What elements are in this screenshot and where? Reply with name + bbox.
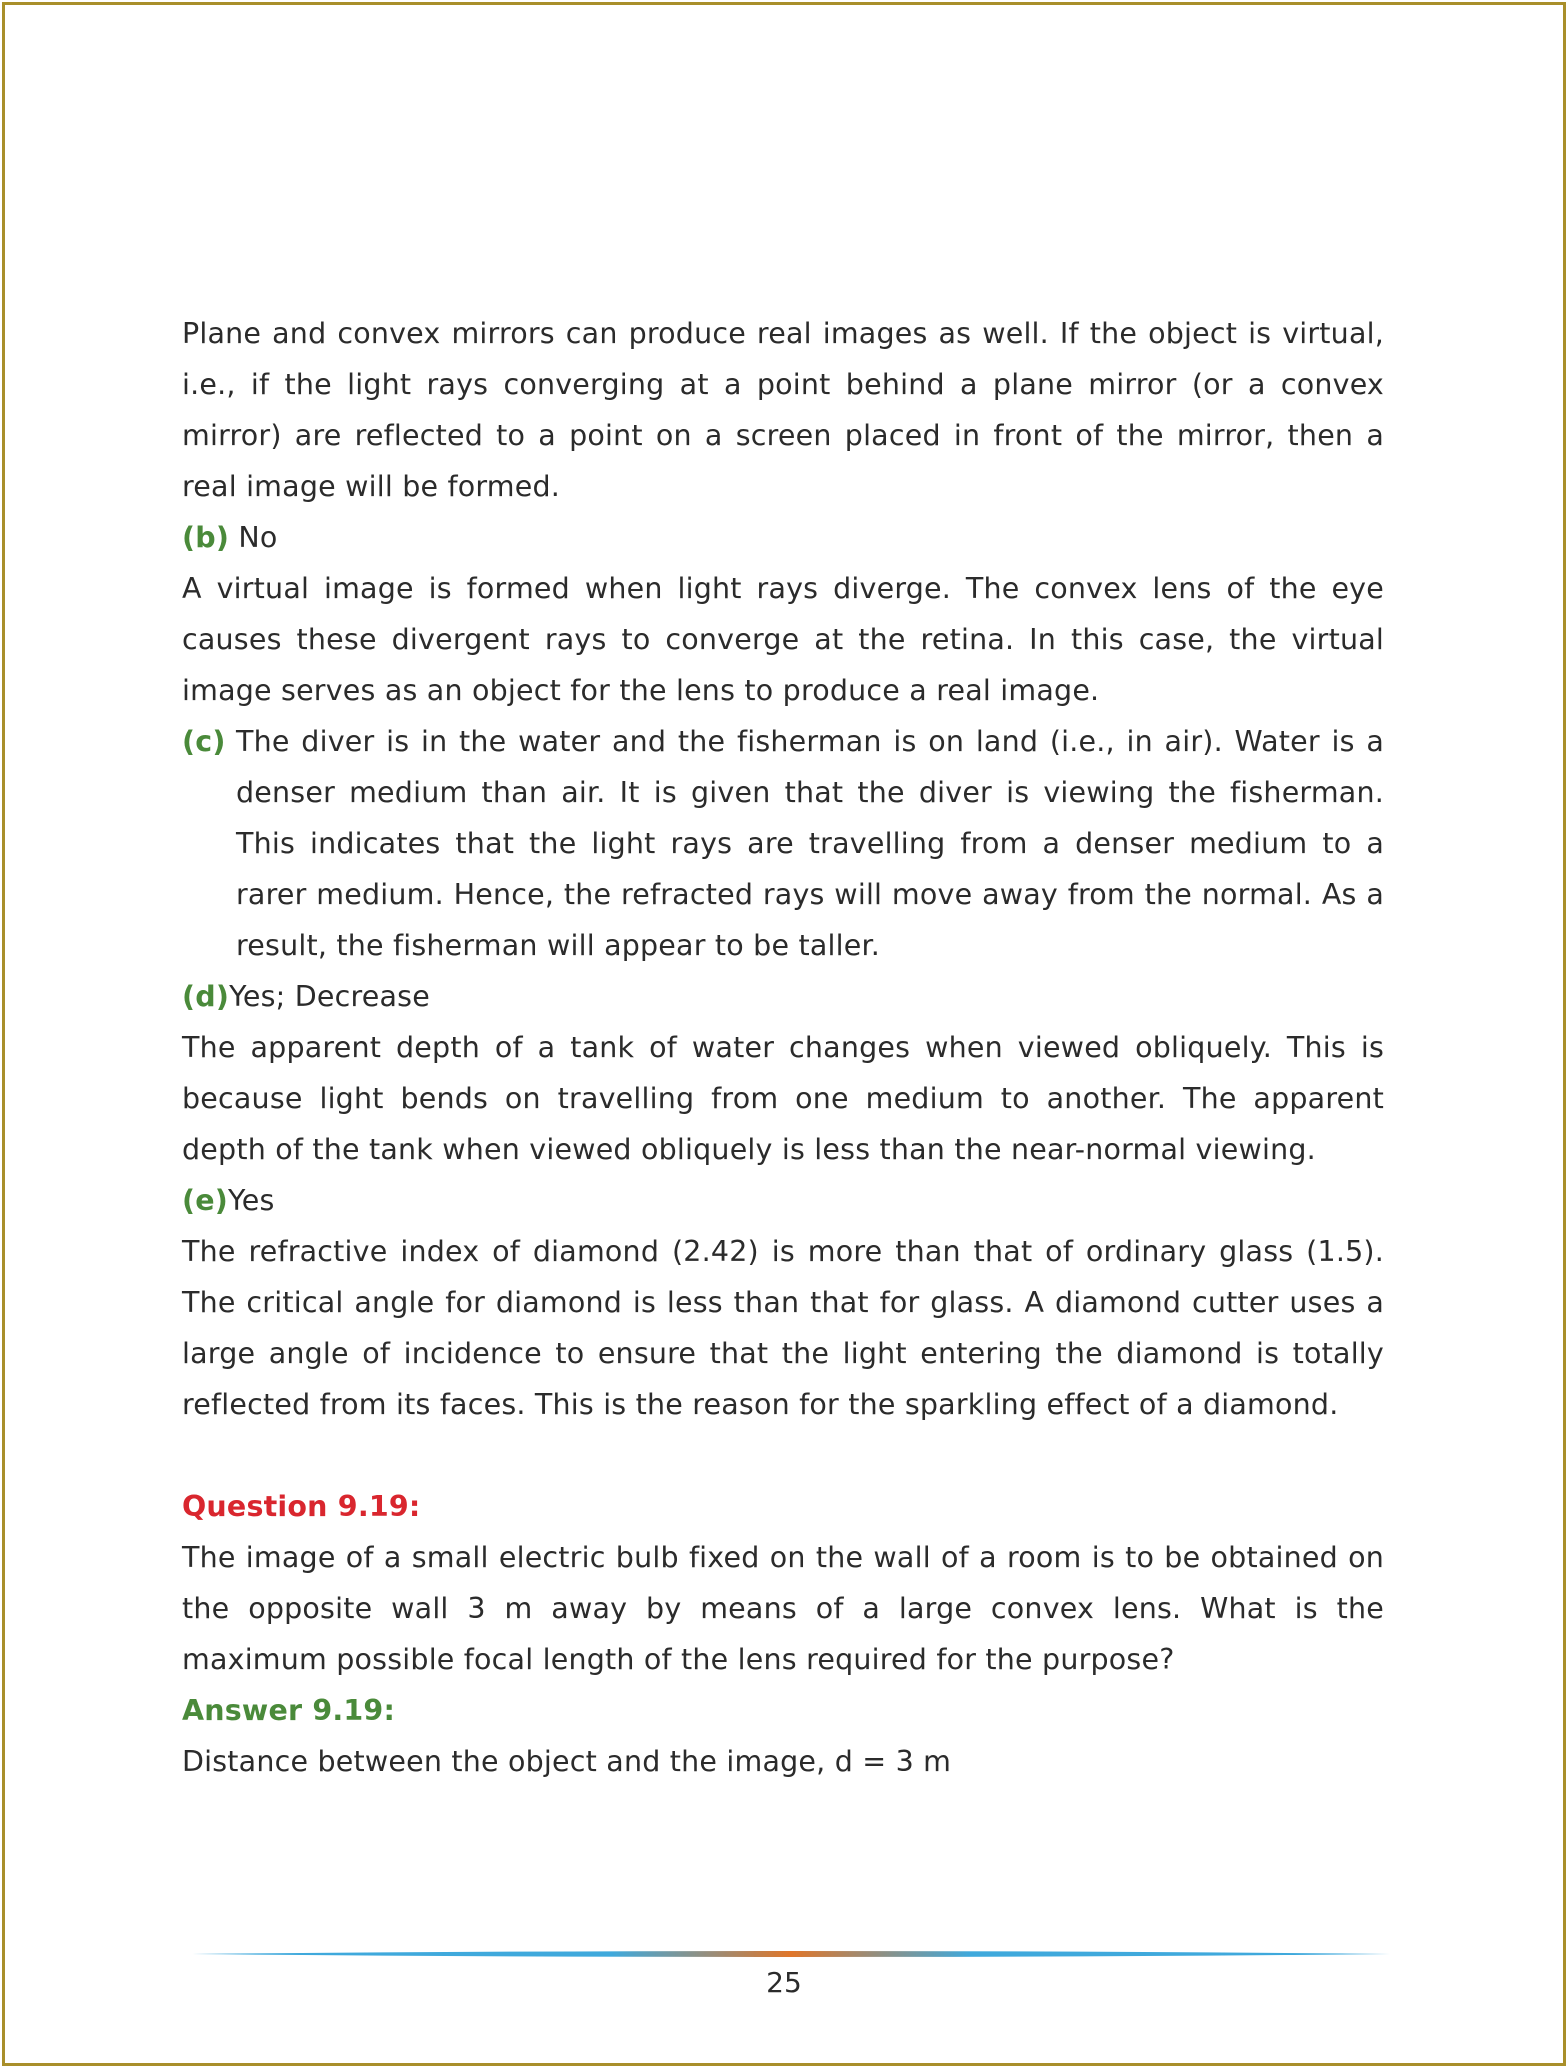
part-c-label: (c)	[182, 725, 226, 758]
page-content	[182, 308, 1384, 1787]
section-spacer	[182, 1430, 1384, 1481]
part-c-text: The diver is in the water and the fisherman is on land (i.e., in air). Water is a denser medium than air. It is given that the diver is viewing the fisherman. This indicates that the light rays are travelling from a denser medium to a rarer medium. Hence, the refracted rays will move away from the normal. As a result, the fisherman will appear to be taller.	[236, 725, 1384, 962]
part-e-explanation: The refractive index of diamond (2.42) is more than that of ordinary glass (1.5). The critical angle for diamond is less than that for glass. A diamond cutter uses a large angle of incidence to ensure that the light entering the diamond is totally reflected from its faces. This is the reason for the sparkling effect of a diamond.	[182, 1235, 1384, 1421]
intro-paragraph: Plane and convex mirrors can produce real images as well. If the object is virtual, i.e., if the light rays converging at a point behind a plane mirror (or a convex mirror) are reflected to a point on a screen placed in front of the mirror, then a real image will be formed.	[182, 317, 1384, 503]
part-b-explanation: A virtual image is formed when light rays diverge. The convex lens of the eye causes these divergent rays to converge at the retina. In this case, the virtual image serves as an object for the lens to produce a real image.	[182, 572, 1384, 707]
answer-heading: Answer 9.19:	[182, 1694, 396, 1727]
part-e-answer-text: Yes	[227, 1184, 275, 1217]
part-b-label: (b)	[182, 521, 230, 554]
part-e-answer	[182, 1175, 1384, 1226]
part-b-answer	[182, 512, 1384, 563]
answer-text: Distance between the object and the image, d = 3 m	[182, 1745, 952, 1778]
part-d-label: (d)	[182, 980, 230, 1013]
part-e-label: (e)	[182, 1184, 228, 1217]
question-text: The image of a small electric bulb fixed on the wall of a room is to be obtained on the opposite wall 3 m away by means of a large convex lens. What is the maximum possible focal length of the lens required for the purpose?	[182, 1541, 1384, 1676]
question-heading: Question 9.19:	[182, 1490, 421, 1523]
footer-rule	[192, 1949, 1390, 1959]
part-d-explanation: The apparent depth of a tank of water changes when viewed obliquely. This is because light bends on travelling from one medium to another. The apparent depth of the tank when viewed obliquely is less than the near-normal viewing.	[182, 1031, 1384, 1166]
part-b-answer-text: No	[238, 521, 278, 554]
part-c-paragraph	[182, 716, 1384, 971]
page-number: 25	[766, 1966, 802, 1999]
part-d-answer-text: Yes; Decrease	[229, 980, 430, 1013]
part-d-answer	[182, 971, 1384, 1022]
